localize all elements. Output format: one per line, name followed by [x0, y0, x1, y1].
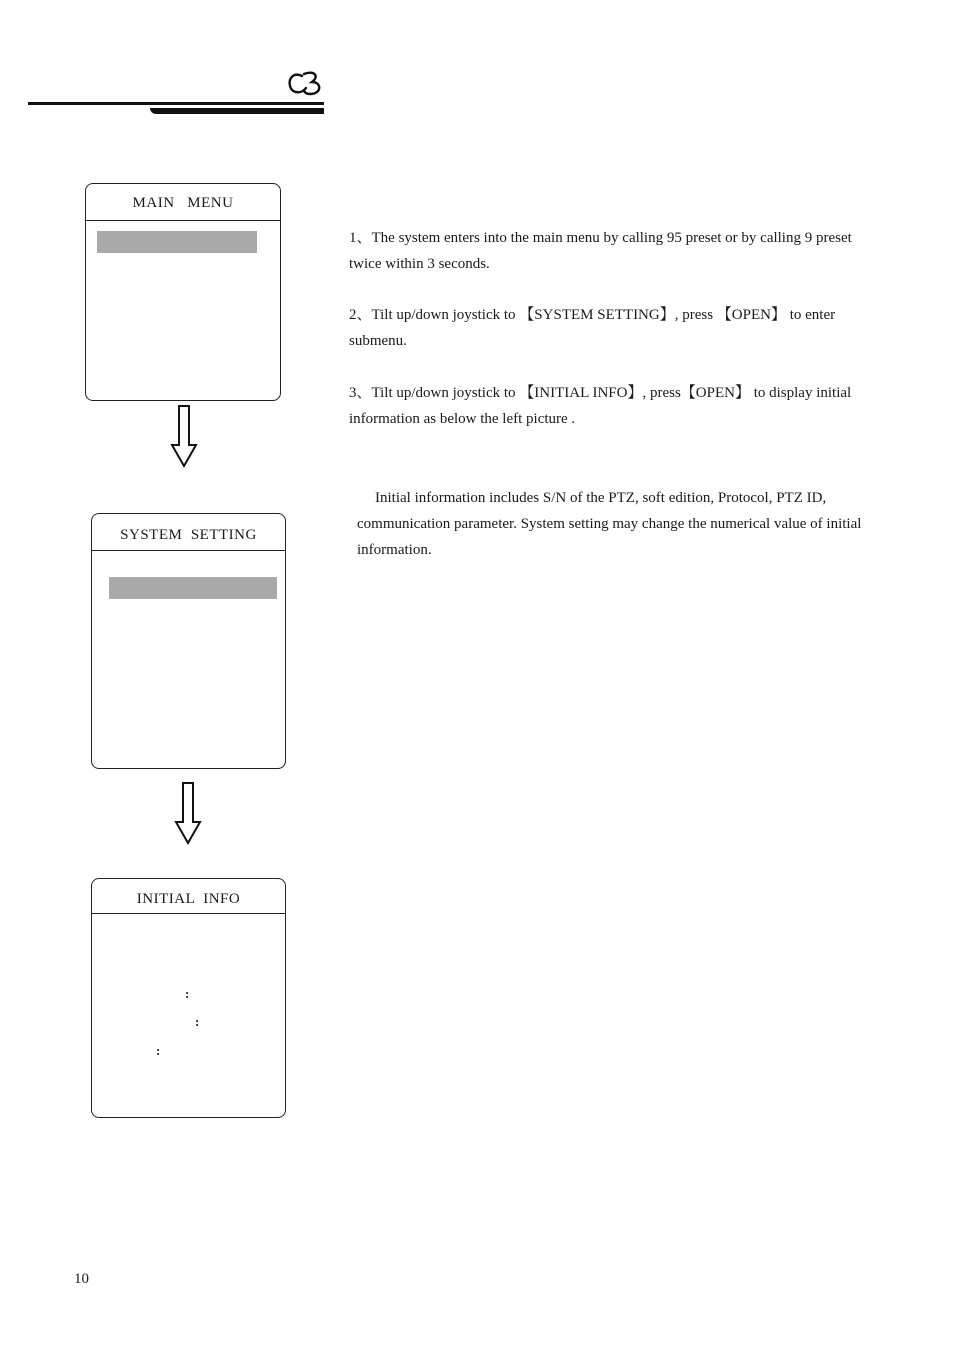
down-arrow-icon [174, 782, 202, 845]
main-menu-title: MAIN MENU [132, 195, 234, 211]
header-rule-thin [28, 102, 324, 105]
down-arrow-icon [170, 405, 198, 468]
brand-logo-icon [286, 64, 326, 102]
initial-info-screen [91, 878, 286, 1118]
instruction-note: Initial information includes S/N of the PTZ, soft edition, Protocol, PTZ ID, communication parameter. System setting may change the numerical value of initial information. [357, 490, 862, 558]
system-setting-title: SYSTEM SETTING [120, 527, 257, 543]
system-setting-selected-row [109, 577, 277, 599]
header-rule-thick [150, 108, 324, 114]
initial-info-colon: : [195, 1014, 200, 1029]
initial-info-colon: : [185, 986, 190, 1001]
instruction-step-3: 3、Tilt up/down joystick to 【INITIAL INFO】, press【OPEN】 to display initial information as below the left picture . [349, 385, 852, 427]
initial-info-divider [92, 913, 285, 914]
system-setting-screen [91, 513, 286, 769]
system-setting-divider [92, 550, 285, 551]
initial-info-colon: : [156, 1043, 161, 1058]
main-menu-screen [85, 183, 281, 401]
instruction-step-1: 1、The system enters into the main menu by calling 95 preset or by calling 9 preset twice within 3 seconds. [349, 230, 852, 272]
instruction-step-2: 2、Tilt up/down joystick to 【SYSTEM SETTING】, press 【OPEN】 to enter submenu. [349, 307, 836, 349]
initial-info-title: INITIAL INFO [136, 891, 241, 907]
page-number: 10 [74, 1271, 89, 1287]
main-menu-selected-row [97, 231, 257, 253]
main-menu-divider [86, 220, 280, 221]
